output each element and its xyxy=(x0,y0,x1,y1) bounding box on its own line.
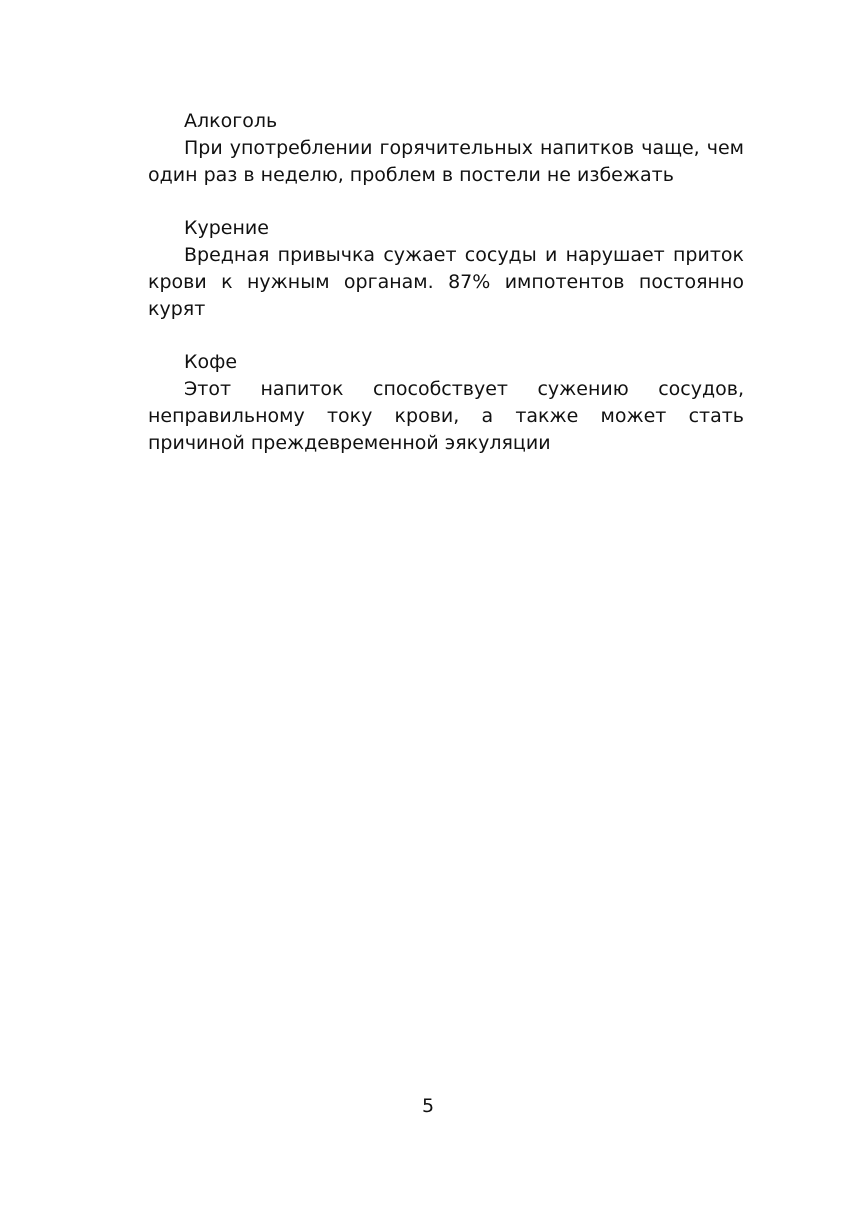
section-paragraph: Вредная привычка сужает сосуды и нарушает приток крови к нужным органам. 87% импотентов постоянно курят xyxy=(148,244,744,320)
page-content xyxy=(148,108,744,483)
section-heading: Кофе xyxy=(184,351,238,373)
section-paragraph: Этот напиток способствует сужению сосудов, неправильному току крови, а также может стать причиной преждевременной эякуляции xyxy=(148,378,744,454)
section-heading: Алкоголь xyxy=(184,110,278,132)
section-paragraph: При употреблении горячительных напитков чаще, чем один раз в неделю, проблем в постели не избежать xyxy=(148,137,744,186)
section-alcohol xyxy=(148,108,744,189)
section-heading: Курение xyxy=(184,217,269,239)
section-coffee xyxy=(148,349,744,457)
section-smoking xyxy=(148,215,744,323)
page-number: 5 xyxy=(421,1095,435,1117)
